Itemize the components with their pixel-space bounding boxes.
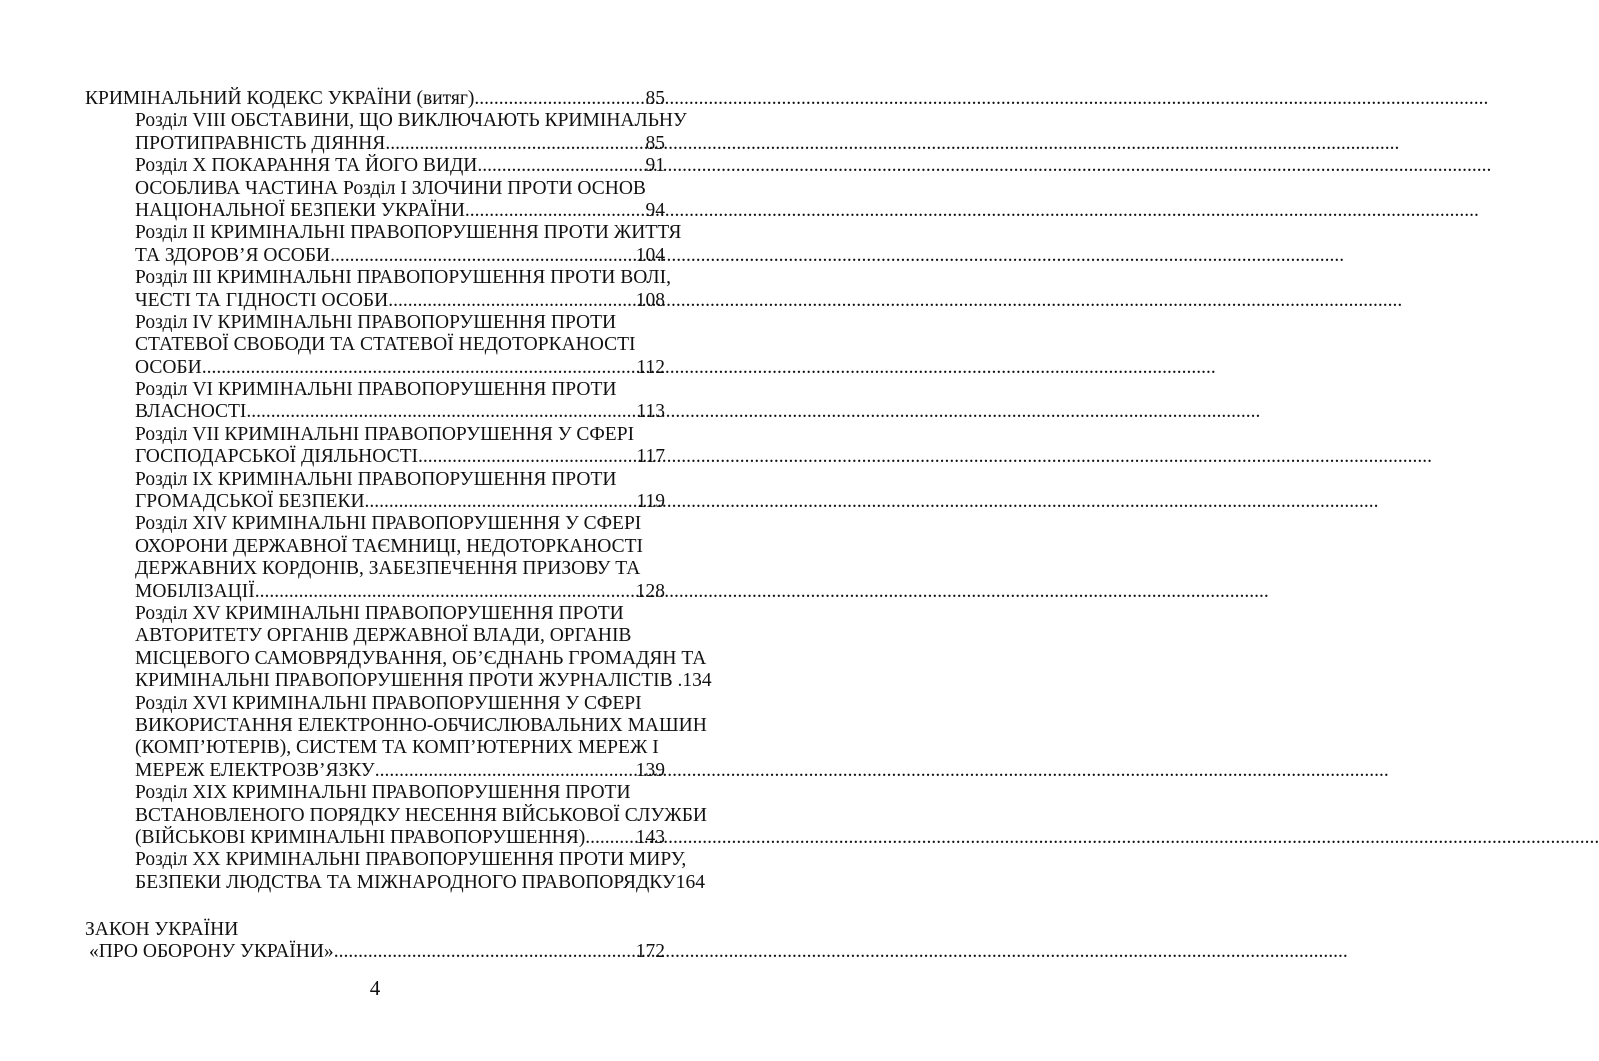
document-page bbox=[0, 0, 750, 1061]
toc-leader-dots bbox=[334, 941, 636, 963]
toc-entry-section-10[interactable] bbox=[85, 155, 665, 177]
toc-entry-page: 134 bbox=[682, 670, 712, 692]
toc-entry-line: Розділ XVI КРИМІНАЛЬНІ ПРАВОПОРУШЕННЯ У СФЕРІ bbox=[135, 692, 642, 714]
toc-entry-title: ГРОМАДСЬКОЇ БЕЗПЕКИ bbox=[135, 491, 365, 513]
toc-entry-page: 119 bbox=[636, 491, 665, 513]
toc-entry-line-last bbox=[85, 200, 665, 222]
toc-entry-line-last bbox=[85, 581, 665, 603]
toc-entry-title: (ВІЙСЬКОВІ КРИМІНАЛЬНІ ПРАВОПОРУШЕННЯ) bbox=[135, 826, 586, 848]
toc-leader-dots bbox=[477, 155, 645, 177]
toc-leader-dots bbox=[202, 357, 637, 379]
toc-entry-title: ВЛАСНОСТІ bbox=[135, 401, 247, 423]
toc-entry-line: ЗАКОН УКРАЇНИ bbox=[85, 919, 239, 941]
toc-entry-title: ТА ЗДОРОВ’Я ОСОБИ bbox=[135, 244, 331, 266]
toc-entry-line-last bbox=[85, 941, 665, 963]
toc-entry-page: 85 bbox=[645, 88, 665, 109]
toc-entry-page: 164 bbox=[675, 871, 705, 893]
toc-entry-line-last bbox=[85, 491, 665, 513]
toc-entry-line: (КОМП’ЮТЕРІВ), СИСТЕМ ТА КОМП’ЮТЕРНИХ МЕРЕЖ І bbox=[135, 737, 659, 759]
toc-entry-page: 128 bbox=[635, 580, 665, 602]
toc-entry-line-last bbox=[85, 357, 665, 379]
toc-entry-line: Розділ XIX КРИМІНАЛЬНІ ПРАВОПОРУШЕННЯ ПРОТИ bbox=[135, 782, 631, 804]
toc-entry-page: 108 bbox=[635, 289, 665, 311]
toc-entry-line: Розділ VIII ОБСТАВИНИ, ЩО ВИКЛЮЧАЮТЬ КРИМІНАЛЬНУ bbox=[135, 110, 687, 132]
toc-leader-dots bbox=[255, 581, 636, 603]
toc-entry-line-last bbox=[85, 245, 665, 267]
toc-entry-section-4[interactable] bbox=[85, 312, 665, 379]
toc-entry-line: ВИКОРИСТАННЯ ЕЛЕКТРОННО-ОБЧИСЛЮВАЛЬНИХ МАШИН bbox=[135, 714, 707, 736]
toc-entry-line: Розділ VI КРИМІНАЛЬНІ ПРАВОПОРУШЕННЯ ПРОТИ bbox=[135, 379, 617, 401]
toc-entry-line-last bbox=[85, 446, 665, 468]
page-number: 4 bbox=[369, 976, 381, 1000]
toc-entry-section-1[interactable] bbox=[85, 178, 665, 223]
toc-entry-line-last bbox=[85, 871, 705, 894]
toc-entry-line: МІСЦЕВОГО САМОВРЯДУВАННЯ, ОБ’ЄДНАНЬ ГРОМАДЯН ТА bbox=[135, 647, 707, 669]
toc-entry-page: 94 bbox=[645, 199, 665, 221]
toc-leader-dots bbox=[585, 827, 636, 849]
toc-entry-title: КРИМІНАЛЬНІ ПРАВОПОРУШЕННЯ ПРОТИ ЖУРНАЛІСТІВ . bbox=[135, 670, 683, 692]
toc-entry-section-20[interactable] bbox=[85, 849, 705, 894]
toc-entry-title: ОСОБИ bbox=[135, 356, 202, 378]
toc-entry-title: «ПРО ОБОРОНУ УКРАЇНИ» bbox=[89, 941, 334, 963]
toc-entry-line: СТАТЕВОЇ СВОБОДИ ТА СТАТЕВОЇ НЕДОТОРКАНОСТІ bbox=[135, 334, 636, 356]
toc-entry-page: 85 bbox=[645, 132, 665, 154]
toc-entry-section-6[interactable] bbox=[85, 379, 665, 424]
toc-entry-title: МОБІЛІЗАЦІЇ bbox=[135, 580, 255, 602]
toc-entry-title: КРИМІНАЛЬНИЙ КОДЕКС УКРАЇНИ (витяг) bbox=[85, 88, 475, 109]
toc-entry-section-7[interactable] bbox=[85, 424, 665, 469]
toc-entry-line: Розділ ІІІ КРИМІНАЛЬНІ ПРАВОПОРУШЕННЯ ПРОТИ ВОЛІ, bbox=[135, 267, 671, 289]
toc-leader-dots bbox=[474, 88, 645, 110]
toc-entry-page: 113 bbox=[636, 401, 665, 423]
table-of-contents bbox=[85, 88, 712, 964]
toc-entry-line: Розділ IX КРИМІНАЛЬНІ ПРАВОПОРУШЕННЯ ПРОТИ bbox=[135, 468, 617, 490]
toc-leader-dots bbox=[375, 760, 636, 782]
toc-entry-line-last bbox=[85, 155, 665, 177]
toc-entry-section-9[interactable] bbox=[85, 469, 665, 514]
toc-entry-page: 104 bbox=[635, 244, 665, 266]
toc-leader-dots bbox=[418, 446, 636, 468]
toc-entry-section-15[interactable] bbox=[85, 602, 712, 693]
toc-entry-line: ВСТАНОВЛЕНОГО ПОРЯДКУ НЕСЕННЯ ВІЙСЬКОВОЇ СЛУЖБИ bbox=[135, 804, 708, 826]
toc-entry-line: ОСОБЛИВА ЧАСТИНА Розділ І ЗЛОЧИНИ ПРОТИ ОСНОВ bbox=[135, 177, 646, 199]
toc-entry-page: 143 bbox=[635, 826, 665, 848]
section-spacer bbox=[85, 894, 665, 919]
toc-entry-title: ЧЕСТІ ТА ГІДНОСТІ ОСОБИ bbox=[135, 289, 389, 311]
toc-entry-section-8[interactable] bbox=[85, 110, 687, 155]
toc-entry-line: Розділ VII КРИМІНАЛЬНІ ПРАВОПОРУШЕННЯ У СФЕРІ bbox=[135, 423, 635, 445]
toc-entry-page: 139 bbox=[635, 759, 665, 781]
toc-leader-dots bbox=[465, 200, 646, 222]
toc-entry-section-16[interactable] bbox=[85, 692, 707, 783]
toc-entry-line-last bbox=[85, 760, 665, 782]
toc-leader-dots bbox=[385, 133, 645, 155]
toc-leader-dots bbox=[330, 245, 636, 267]
toc-entry-line: Розділ XX КРИМІНАЛЬНІ ПРАВОПОРУШЕННЯ ПРОТИ МИРУ, bbox=[135, 849, 687, 871]
toc-entry-title: ГОСПОДАРСЬКОЇ ДІЯЛЬНОСТІ bbox=[135, 446, 418, 468]
toc-entry-line: Розділ ІІ КРИМІНАЛЬНІ ПРАВОПОРУШЕННЯ ПРОТИ ЖИТТЯ bbox=[135, 222, 682, 244]
toc-entry-line: Розділ IV КРИМІНАЛЬНІ ПРАВОПОРУШЕННЯ ПРОТИ bbox=[135, 311, 617, 333]
toc-entry-section-14[interactable] bbox=[85, 513, 665, 603]
toc-entry-line-last bbox=[85, 670, 712, 692]
toc-entry-section-19[interactable] bbox=[85, 782, 708, 849]
toc-entry-line: ДЕРЖАВНИХ КОРДОНІВ, ЗАБЕЗПЕЧЕННЯ ПРИЗОВУ ТА bbox=[135, 558, 641, 580]
toc-entry-line: Розділ XV КРИМІНАЛЬНІ ПРАВОПОРУШЕННЯ ПРОТИ bbox=[135, 602, 624, 624]
toc-entry-defense-law[interactable] bbox=[85, 919, 665, 964]
toc-leader-dots bbox=[246, 401, 636, 423]
toc-entry-line-last bbox=[85, 133, 665, 155]
toc-entry-line-last bbox=[85, 290, 665, 312]
toc-leader-dots bbox=[388, 290, 636, 312]
toc-entry-section-3[interactable] bbox=[85, 267, 671, 312]
toc-entry-section-2[interactable] bbox=[85, 222, 682, 267]
toc-entry-page: 117 bbox=[636, 446, 665, 468]
toc-entry-title: НАЦІОНАЛЬНОЇ БЕЗПЕКИ УКРАЇНИ bbox=[135, 199, 465, 221]
toc-entry-page: 91 bbox=[645, 155, 665, 177]
toc-entry-line-last bbox=[85, 827, 665, 849]
toc-leader-dots bbox=[365, 491, 637, 513]
toc-entry-line: АВТОРИТЕТУ ОРГАНІВ ДЕРЖАВНОЇ ВЛАДИ, ОРГАНІВ bbox=[135, 625, 632, 647]
toc-entry-criminal-code[interactable] bbox=[85, 88, 665, 110]
toc-entry-page: 172 bbox=[635, 941, 665, 963]
toc-entry-title: БЕЗПЕКИ ЛЮДСТВА ТА МІЖНАРОДНОГО ПРАВОПОРЯДКУ bbox=[135, 871, 676, 893]
toc-entry-line-last bbox=[85, 401, 665, 423]
toc-entry-page: 112 bbox=[636, 356, 665, 378]
toc-entry-title: Розділ Х ПОКАРАННЯ ТА ЙОГО ВИДИ bbox=[135, 155, 478, 177]
toc-entry-title: МЕРЕЖ ЕЛЕКТРОЗВ’ЯЗКУ bbox=[135, 759, 375, 781]
toc-entry-title: ПРОТИПРАВНІСТЬ ДІЯННЯ bbox=[135, 132, 386, 154]
toc-entry-line: Розділ XIV КРИМІНАЛЬНІ ПРАВОПОРУШЕННЯ У СФЕРІ bbox=[135, 513, 642, 535]
toc-entry-line: ОХОРОНИ ДЕРЖАВНОЇ ТАЄМНИЦІ, НЕДОТОРКАНОСТІ bbox=[135, 535, 643, 557]
